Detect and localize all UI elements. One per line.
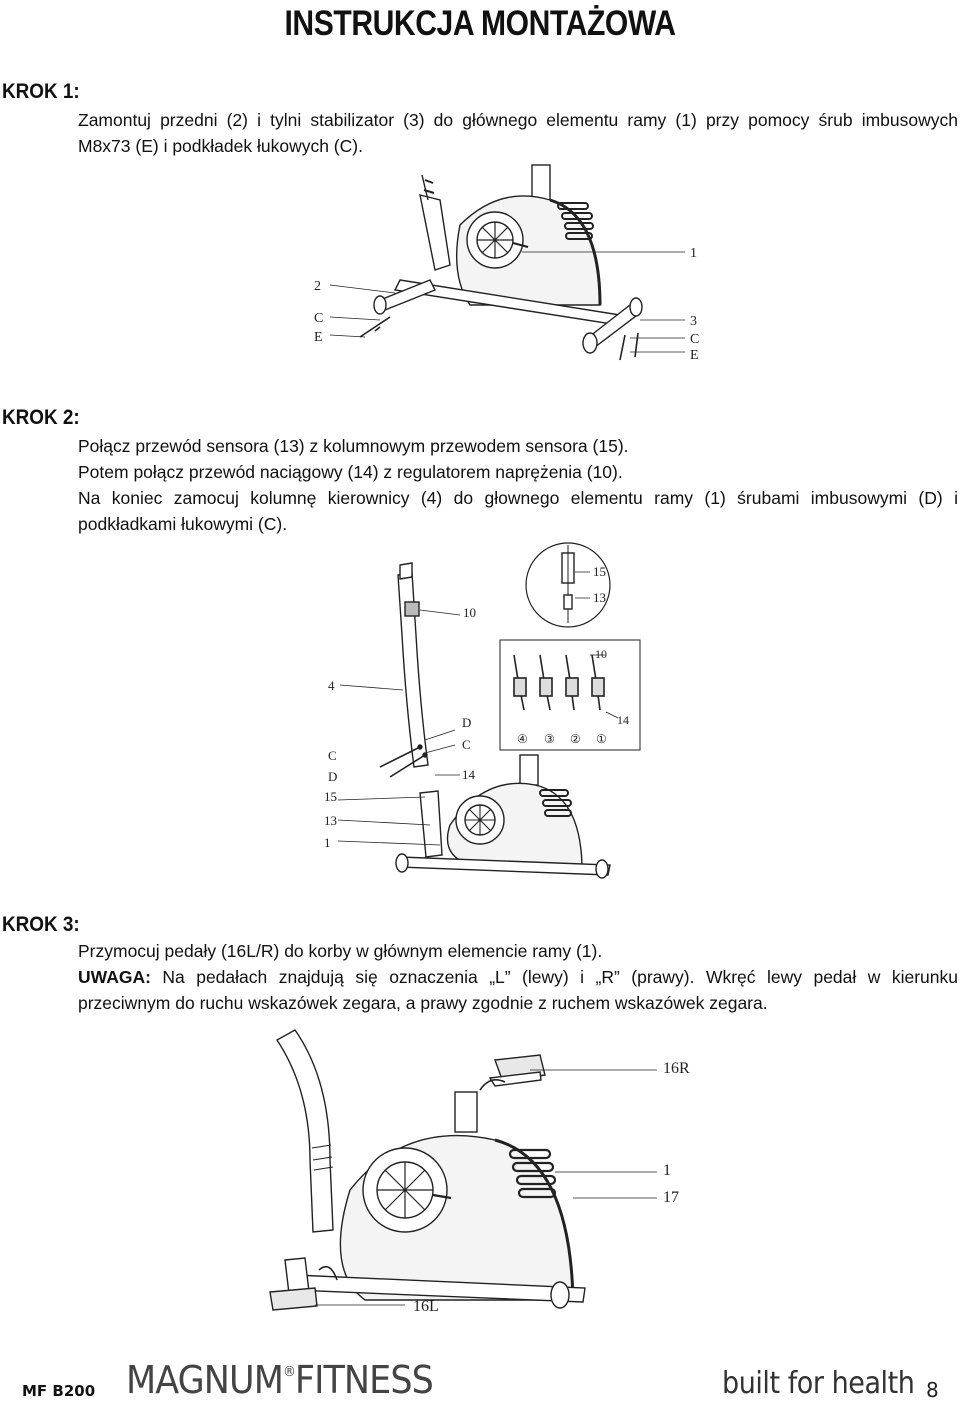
fig2-detail-13: 13 (593, 590, 606, 605)
slogan: built for health (722, 1366, 915, 1401)
model-name: MF B200 (22, 1382, 96, 1400)
step2-line2: Potem połącz przewód naciągowy (14) z regulatorem naprężenia (10). (78, 462, 623, 482)
step2-heading: KROK 2: (2, 406, 80, 429)
fig2-circled-3: ③ (544, 732, 555, 746)
brand-second: FITNESS (294, 1358, 433, 1402)
fig3-label-16r: 16R (663, 1060, 690, 1077)
fig2-label-c2: C (328, 748, 337, 763)
fig2-detail-10: 10 (595, 647, 607, 661)
step3-diagram (255, 1030, 715, 1330)
brand-registered: ® (282, 1364, 295, 1380)
fig2-circled-1: ① (596, 732, 607, 746)
brand-logo (126, 1358, 433, 1402)
fig1-label-2: 2 (314, 279, 321, 294)
step3-line2: Na pedałach znajdują się oznaczenia „L” (lewy) i „R” (prawy). Wkręć lewy pedał w kierunku (162, 967, 958, 987)
fig2-detail-15: 15 (593, 564, 606, 579)
fig1-label-e: E (314, 330, 323, 345)
fig2-label-c: C (462, 737, 471, 752)
fig2-label-1: 1 (324, 835, 331, 850)
page-title: INSTRUKCJA MONTAŻOWA (284, 4, 676, 43)
step3-text (78, 938, 958, 1016)
fig2-label-10: 10 (463, 605, 476, 620)
fig1-label-c: C (314, 311, 324, 326)
step1-line2: M8x73 (E) i podkładek łukowych (C). (78, 136, 363, 156)
step3-heading: KROK 3: (2, 913, 80, 936)
step2-line4: podkładkami łukowymi (C). (78, 514, 288, 534)
fig2-label-13: 13 (324, 813, 337, 828)
step3-line3: przeciwnym do ruchu wskazówek zegara, a prawy zgodnie z ruchem wskazówek zegara. (78, 993, 768, 1013)
fig3-label-16l: 16L (413, 1298, 439, 1315)
fig1-label-e2: E (690, 348, 699, 363)
step1-text (78, 107, 958, 159)
step2-line3: Na koniec zamocuj kolumnę kierownicy (4) do głownego elementu ramy (1) śrubami imbusowymi (D) i (78, 488, 958, 508)
brand-main: MAGNUM (126, 1358, 283, 1402)
fig2-label-4: 4 (328, 678, 335, 693)
step3-line1: Przymocuj pedały (16L/R) do korby w głównym elemencie ramy (1). (78, 941, 603, 961)
step1-diagram (300, 155, 720, 370)
fig3-label-1: 1 (663, 1162, 671, 1179)
fig2-label-15: 15 (324, 789, 337, 804)
step2-text (78, 433, 958, 537)
step3-note-label: UWAGA: (78, 967, 151, 987)
fig3-label-17: 17 (663, 1189, 679, 1206)
step1-line1: Zamontuj przedni (2) i tylni stabilizator (3) do głównego elementu ramy (1) przy pomocy śrub imbusowych (78, 110, 958, 130)
step2-knob-detail (500, 640, 640, 750)
page-number: 8 (926, 1378, 939, 1402)
step2-line1: Połącz przewód sensora (13) z kolumnowym przewodem sensora (15). (78, 436, 629, 456)
fig1-label-3: 3 (690, 314, 697, 329)
fig2-label-d2: D (328, 769, 338, 784)
fig2-label-d: D (462, 715, 472, 730)
fig2-circled-2: ② (570, 732, 581, 746)
fig2-detail-14: 14 (617, 713, 629, 727)
fig1-label-c2: C (690, 332, 700, 347)
fig2-circled-4: ④ (517, 732, 528, 746)
step1-heading: KROK 1: (2, 80, 80, 103)
fig1-label-1: 1 (690, 246, 697, 261)
fig2-label-14: 14 (462, 767, 475, 782)
